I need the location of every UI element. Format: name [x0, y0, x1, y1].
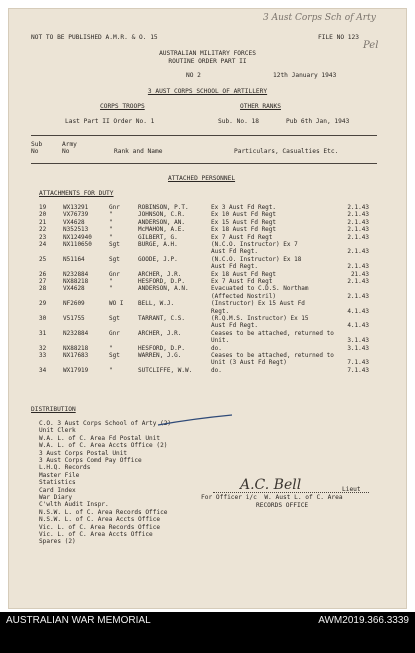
entry-rank: Sgt: [109, 352, 120, 359]
entry-sub-no: 26: [39, 270, 47, 278]
entry-particulars: Ex 7 Aust Fd Regt: [211, 278, 273, 285]
signature-rank: Lieut: [342, 486, 361, 493]
divider-top: [31, 135, 377, 136]
document-page: [8, 8, 407, 609]
entry-name: HESFORD, D.P.: [138, 278, 185, 285]
entry-row: [39, 234, 369, 241]
entry-army-no: VX76739: [63, 211, 89, 219]
distribution-heading: DISTRIBUTION: [31, 406, 76, 413]
entry-particulars: Aust Fd Regt.: [211, 263, 258, 271]
entry-name: ANDERSON, A.N.: [138, 285, 189, 293]
entry-date: 2.1.43: [347, 263, 369, 271]
entry-particulars: do.: [211, 366, 222, 374]
entry-particulars: Ex 10 Aust Fd Regt: [211, 211, 277, 219]
entry-army-no: N232884: [63, 270, 89, 278]
entry-particulars: Regt.: [211, 307, 230, 315]
entry-army-no: N51164: [63, 255, 85, 263]
entry-date: 2.1.43: [347, 233, 369, 241]
distribution-line: C'wlth Audit Inspr.: [39, 501, 109, 509]
distribution-line: N.S.W. L. of C. Area Accts Office: [39, 516, 161, 524]
entry-rank: Gnr: [109, 204, 120, 211]
entry-sub-no: 27: [39, 278, 47, 285]
entry-particulars: (R.Q.M.S. Instructor) Ex 15: [211, 315, 309, 322]
entry-row: [39, 278, 369, 285]
entry-sub-no: 34: [39, 366, 47, 374]
entry-rank: Sgt: [109, 315, 120, 322]
entry-army-no: V51755: [63, 315, 85, 322]
entry-row: [39, 285, 369, 292]
distribution-line: 3 Aust Corps Comd Pay Office: [39, 457, 142, 464]
entry-date: 2.1.43: [347, 248, 369, 256]
entry-name: ARCHER, J.R.: [138, 329, 182, 337]
signature-office: RECORDS OFFICE: [256, 502, 309, 509]
handwritten-annotation: 3 Aust Corps Sch of Arty: [263, 13, 376, 23]
distribution-line: Vic. L. of C. Area Records Office: [39, 523, 161, 531]
entry-rank: ": [109, 366, 113, 374]
entry-row: [39, 204, 369, 211]
entry-date: 2.1.43: [347, 204, 369, 211]
entry-date: 4.1.43: [347, 322, 369, 330]
entry-name: GILBERT, G.: [138, 233, 178, 241]
entry-particulars: (Instructor) Ex 15 Aust Fd: [211, 300, 305, 308]
entry-row: [39, 219, 369, 226]
entry-date: 7.1.43: [347, 366, 369, 374]
entry-army-no: VX4628: [63, 218, 85, 226]
entry-sub-no: 30: [39, 315, 47, 322]
entry-date: 2.1.43: [347, 292, 369, 300]
entry-row: [39, 367, 369, 374]
entry-row: [39, 256, 369, 263]
entry-particulars: Ex 18 Aust Fd Regt: [211, 226, 277, 234]
entry-date: 2.1.43: [347, 211, 369, 219]
signature-title: For Officer i/c W. Aust L. of C. Area: [201, 494, 343, 501]
distribution-line: C.O. 3 Aust Corps School of Arty (2): [39, 420, 172, 427]
distribution-line: L.H.Q. Records: [39, 464, 91, 472]
entry-date: 4.1.43: [347, 307, 369, 315]
entry-sub-no: 22: [39, 226, 47, 234]
entry-name: ROBINSON, P.T.: [138, 204, 189, 211]
entry-rank: ": [109, 278, 113, 285]
entry-sub-no: 21: [39, 218, 47, 226]
entry-date: 3.1.43: [347, 337, 369, 345]
publication-date: Pub 6th Jan, 1943: [286, 118, 350, 125]
entry-sub-no: 28: [39, 285, 47, 293]
order-number: NO 2: [186, 72, 201, 79]
entry-particulars: Ex 18 Aust Fd Regt: [211, 270, 277, 278]
footer-accession: AWM2019.366.3339: [318, 615, 409, 626]
entry-particulars: Unit (3 Aust Fd Regt): [211, 359, 287, 367]
archive-footer: [0, 612, 415, 653]
section-attachments-for-duty: ATTACHMENTS FOR DUTY: [39, 190, 114, 197]
col-rank-name: Rank and Name: [114, 148, 163, 155]
entry-army-no: NX17683: [63, 352, 89, 359]
entry-particulars: Aust Fd Regt.: [211, 322, 258, 330]
distribution-line: 3 Aust Corps Postal Unit: [39, 449, 128, 457]
distribution-line: N.S.W. L. of C. Area Records Office: [39, 508, 168, 516]
entry-rank: Sgt: [109, 255, 120, 263]
entry-army-no: N352513: [63, 226, 89, 234]
entry-name: SUTCLIFFE, W.W.: [138, 366, 193, 374]
distribution-line: War Diary: [39, 494, 73, 501]
entry-name: HESFORD, D.P.: [138, 344, 185, 352]
entry-row: [39, 241, 369, 248]
footer-institution: AUSTRALIAN WAR MEMORIAL: [6, 615, 151, 626]
handwritten-initials: Pel: [363, 40, 379, 51]
entry-rank: Sgt: [109, 241, 120, 248]
entry-name: ARCHER, J.R.: [138, 270, 182, 278]
entry-rank: ": [109, 211, 113, 219]
entry-name: ANDERSON, AN.: [138, 218, 185, 226]
entry-sub-no: 33: [39, 352, 47, 359]
entry-sub-no: 25: [39, 255, 47, 263]
entry-date: 2.1.43: [347, 226, 369, 234]
order-date: 12th January 1943: [273, 72, 337, 79]
entry-rank: ": [109, 344, 113, 352]
entry-date: 21.43: [350, 270, 369, 278]
entry-sub-no: 23: [39, 233, 47, 241]
entry-rank: ": [109, 285, 113, 293]
entry-row: [39, 352, 369, 359]
entry-rank: ": [109, 233, 113, 241]
distribution-line: Master File: [39, 471, 80, 479]
col-army-no: Army No: [62, 141, 77, 156]
pen-stroke-mark: [156, 414, 236, 428]
entry-rank: Gnr: [109, 270, 120, 278]
entry-army-no: NX110650: [63, 241, 92, 248]
entry-particulars: (N.C.O. Instructor) Ex 18: [211, 255, 302, 263]
sub-number: Sub. No. 18: [218, 118, 259, 125]
entry-name: McMAHON, A.E.: [138, 226, 185, 234]
distribution-line: Vic. L. of C. Area Accts Office: [39, 531, 153, 538]
entry-name: WARREN, J.G.: [138, 352, 182, 359]
entry-rank: Gnr: [109, 329, 120, 337]
entry-particulars: Ex 15 Aust Fd Regt: [211, 218, 277, 226]
entry-army-no: WX17919: [63, 366, 89, 374]
entry-name: TARRANT, C.S.: [138, 315, 185, 322]
entry-particulars: (N.C.O. Instructor) Ex 7: [211, 241, 298, 248]
entry-rank: ": [109, 218, 113, 226]
corps-troops-heading: CORPS TROOPS: [100, 103, 145, 110]
restriction-notice: NOT TO BE PUBLISHED A.M.R. & O. 15: [31, 34, 158, 41]
entry-row: [39, 308, 369, 315]
entry-row: [39, 263, 369, 270]
distribution-line: Statistics: [39, 479, 76, 487]
entry-army-no: N232884: [63, 329, 89, 337]
entry-row: [39, 322, 369, 329]
entry-row: [39, 330, 369, 337]
entry-particulars: (Affected Nostril): [211, 292, 277, 300]
entry-particulars: Ceases to be attached, returned to: [211, 352, 334, 359]
col-sub-no: Sub No: [31, 141, 43, 156]
unit-title: 3 AUST CORPS SCHOOL OF ARTILLERY: [147, 88, 268, 95]
entry-sub-no: 29: [39, 300, 47, 308]
entry-sub-no: 31: [39, 329, 47, 337]
distribution-line: Unit Clerk: [39, 427, 76, 435]
last-part-reference: Last Part II Order No. 1: [65, 118, 155, 125]
entry-date: 2.1.43: [347, 278, 369, 285]
entry-date: 3.1.43: [347, 344, 369, 352]
distribution-line: W.A. L. of C. Area Accts Office (2): [39, 442, 168, 450]
entry-army-no: NF2609: [63, 300, 85, 308]
entry-name: BURGE, A.H.: [138, 241, 178, 248]
entry-row: [39, 345, 369, 352]
entry-particulars: do.: [211, 344, 222, 352]
entry-sub-no: 24: [39, 241, 47, 248]
entry-particulars: Evacuated to C.D.S. Northam: [211, 285, 309, 293]
entry-particulars: Aust Fd Regt.: [211, 248, 258, 256]
entry-row: [39, 359, 369, 366]
distribution-line: W.A. L. of C. Area Fd Postal Unit: [39, 434, 161, 442]
entry-particulars: Ex 7 Aust Fd Regt: [211, 233, 273, 241]
divider-columns: [31, 163, 377, 164]
entry-rank: ": [109, 226, 113, 234]
col-particulars: Particulars, Casualties Etc.: [234, 148, 339, 155]
entry-row: [39, 337, 369, 344]
entry-particulars: Ex 3 Aust Fd Regt.: [211, 204, 277, 211]
org-title: AUSTRALIAN MILITARY FORCES: [159, 50, 256, 57]
entry-row: [39, 211, 369, 218]
entry-army-no: VX4628: [63, 285, 85, 293]
entry-sub-no: 32: [39, 344, 47, 352]
entry-row: [39, 315, 369, 322]
doc-type: ROUTINE ORDER PART II: [168, 58, 247, 65]
entry-particulars: Ceases to be attached, returned to: [211, 329, 334, 337]
entry-particulars: Unit.: [211, 337, 230, 345]
section-attached-personnel: ATTACHED PERSONNEL: [168, 175, 236, 182]
entry-name: GOODE, J.P.: [138, 255, 178, 263]
entry-rank: WO I: [109, 300, 124, 308]
signature: A.C. Bell: [240, 477, 302, 493]
entry-row: [39, 300, 369, 307]
distribution-line: Card Index: [39, 486, 76, 494]
entry-army-no: NX88218: [63, 344, 89, 352]
entry-row: [39, 271, 369, 278]
entry-row: [39, 293, 369, 300]
entry-name: BELL, W.J.: [138, 300, 175, 308]
entry-name: JOHNSON, C.R.: [138, 211, 185, 219]
entry-army-no: NX88218: [63, 278, 89, 285]
entry-date: 2.1.43: [347, 218, 369, 226]
entry-army-no: NX124940: [63, 233, 92, 241]
entry-sub-no: 19: [39, 204, 47, 211]
entry-army-no: WX13291: [63, 204, 89, 211]
distribution-line: Spares (2): [39, 538, 76, 546]
other-ranks-heading: OTHER RANKS: [240, 103, 281, 110]
file-number: FILE NO 123: [318, 34, 359, 41]
entry-date: 7.1.43: [347, 359, 369, 367]
entry-row: [39, 226, 369, 233]
entry-row: [39, 248, 369, 255]
entry-sub-no: 20: [39, 211, 47, 219]
